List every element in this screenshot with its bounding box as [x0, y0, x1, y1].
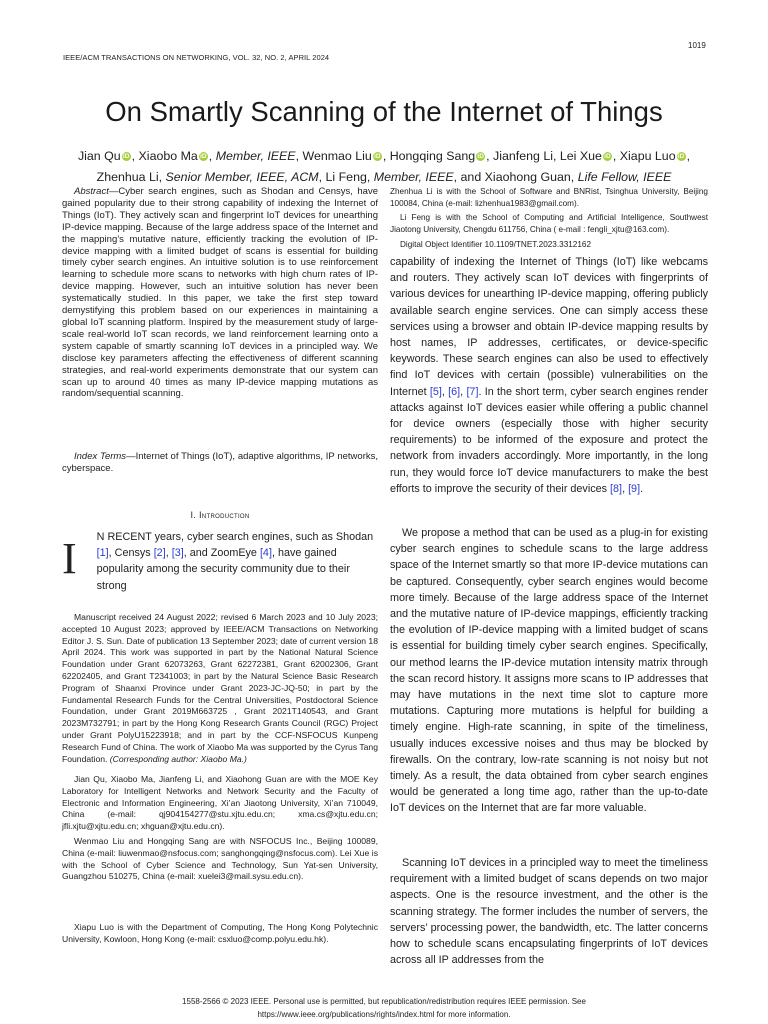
orcid-icon[interactable]: iD: [374, 153, 381, 160]
citation-link[interactable]: [8]: [610, 482, 623, 495]
author-role: Member, IEEE: [215, 149, 296, 163]
affiliation-note: Jian Qu, Xiaobo Ma, Jianfeng Li, and Xiaohong Guan are with the MOE Key Laboratory for Intelligent Networks and Network Security and the Faculty of Electronic and Information Engineering, Xi’an Jiaotong University, Xi’an 710049, China (e-mail: qj904154277@stu.xjtu.edu.cn; xma.cs@xjtu.edu.cn; jfli.xjtu@xjtu.edu.cn; xhguan@xjtu.edu.cn).: [62, 774, 378, 832]
author-role: Member, IEEE: [373, 170, 454, 184]
body-text: ,: [460, 385, 467, 398]
author-role: Life Fellow, IEEE: [577, 170, 672, 184]
footer-link[interactable]: https://www.ieee.org/publications/rights/index.html for more information.: [257, 1010, 511, 1019]
orcid-icon[interactable]: iD: [677, 153, 685, 160]
author-name: Jian Qu: [77, 149, 121, 163]
citation-link[interactable]: [4]: [259, 547, 272, 560]
author-role: Senior Member, IEEE, ACM: [165, 170, 319, 184]
orcid-icon[interactable]: iD: [604, 153, 611, 160]
footer-line: 1558-2566 © 2023 IEEE. Personal use is permitted, but republication/redistribution requires IEEE permission. See: [182, 997, 586, 1006]
affiliation-note: Li Feng is with the School of Computing and Artificial Intelligence, Southwest Jiaotong University, Chengdu 611756, China ( e-mail : fengli_xjtu@163.com).: [390, 213, 708, 234]
intro-text: N RECENT years, cyber search engines, such as Shodan: [96, 531, 374, 543]
body-paragraph: [390, 254, 708, 497]
paper-title: On Smartly Scanning of the Internet of Things: [105, 96, 663, 127]
section-number: I.: [190, 510, 197, 520]
abstract-label: Abstract: [74, 186, 109, 197]
affiliation-note: Wenmao Liu and Hongqing Sang are with NSFOCUS Inc., Beijing 100089, China (e-mail: liuwenmao@nsfocus.com; sanghongqing@nsfocus.com). Lei Xue is with the School of Cyber Science and Technology, Sun Yat-sen University, Guangzhou 510275, China (e-mail: xuelei3@mail.sysu.edu.cn).: [62, 836, 378, 882]
index-terms-label: Index Terms: [74, 451, 127, 462]
orcid-icon[interactable]: iD: [200, 153, 207, 160]
affiliation-note: Zhenhua Li is with the School of Software and BNRist, Tsinghua University, Beijing 100084, China (e-mail: lizhenhua1983@gmail.com).: [390, 187, 708, 208]
author-name: Li Feng: [325, 170, 367, 184]
dropcap: I: [62, 534, 77, 583]
author-name: Wenmao Liu: [302, 149, 372, 163]
section-title: Introduction: [199, 510, 250, 520]
citation-link[interactable]: [3]: [171, 547, 184, 560]
copyright-footer: [0, 995, 768, 1021]
citation-link[interactable]: [6]: [448, 385, 461, 398]
body-text: capability of indexing the Internet of Things (IoT) like webcams and routers. They actively scan IoT devices with fingerprints of various devices for unearthing IP-device mapping, offering publicly available search engine services. One can simply access these services using a browser and obtain IP-device mapping results by host names, IP addresses, certificates, or device-specific keywords. These search engines can also be used to effectively find IoT devices with certain (possible) vulnerabilities on the Internet: [390, 256, 708, 398]
author-name: Jianfeng Li: [493, 149, 553, 163]
body-text: ,: [441, 385, 449, 398]
author-name: Xiaohong Guan: [484, 170, 571, 184]
abstract: Abstract—Cyber search engines, such as Shodan and Censys, have gained popularity due to their strong capability of indexing the Internet of Things (IoT). They actively scan and fingerprint IoT devices for unearthing IP-device mapping. Because of the large address space of the Internet and the mapping’s mutative nature, efficiently tracking the evolution of IP-device mapping with a limited budget of scans is essential for building timely cyber search engines. An intuitive solution is to use reinforcement learning to schedule more scans to networks with high churn rates of IP-device mapping. However, such an intuitive solution has never been systematically studied. In this paper, we take the first step toward demystifying this problem based on our experiences in maintaining a global IoT scanning platform. Inspired by the measurement study of large-scale real-world IoT scan records, we land reinforcement learning onto a system capable of smartly scanning IoT devices in a principled way. We disclose key parameters affecting the effectiveness of different scanning strategies, and real-world experiments demonstrate that our system can scan up to around 40 times as many IP-device mapping mutations as random/sequential scanning.: [62, 186, 378, 400]
body-paragraph: Scanning IoT devices in a principled way to meet the timeliness requirement with a limited budget of scans depends on two major aspects. One is the resource investment, and the other is the scanning strategy. The former includes the number of servers, the servers’ processing power, the bandwidth, etc. The latter concerns how to schedule scans encapsulating fingerprints of IoT devices across all IP addresses from the: [390, 857, 708, 967]
orcid-icon[interactable]: iD: [122, 153, 130, 160]
body-text: ,: [622, 482, 629, 495]
body-text: . In the short term, cyber search engines render attacks against IoT devices easier while offering a public channel for device owners (especially those with higher security requirements) to be informed of the exposure and protect the network from invaders accordingly. More importantly, in the long run, they would force IoT device manufacturers to make the best efforts to improve the security of their devices: [390, 385, 708, 495]
orcid-icon[interactable]: iD: [477, 153, 484, 160]
author-name: Xiaobo Ma: [138, 149, 198, 163]
manuscript-note-text: Manuscript received 24 August 2022; revised 6 March 2023 and 10 July 2023; accepted 10 August 2023; approved by IEEE/ACM Transactions on Networking Editor J. S. Sun. Date of publication 13 September 2023; date of current version 18 April 2024. This work was supported in part by the National Natural Science Foundation under Grant 62073263, Grant 62272381, Grant 62002306, Grant 62202405, and Grant T2341003; in part by the Natural Science Basic Research Program of Shaanxi Province under Grant 2023-JC-JQ-50; in part by the Fundamental Research Funds for the Central Universities, Postdoctoral Science Foundation, under Grant 2019M663725 , Grant 2021T140543, and Grant 2023M732791; in part by the Hong Kong Research Grants Council (RGC) Project under Grant PolyU15223918; and in part by the CCF-NSFOCUS Kunpeng Research Fund of China. The work of Xiaobo Ma was supported by the Cyrus Tang Foundation.: [62, 612, 378, 764]
body-paragraph: We propose a method that can be used as a plug-in for existing cyber search engines to schedule scans to the large address space of the Internet smartly so that more IP-device mutations can be captured. Consequently, cyber search engines would become more timely. Because of the large address space of the Internet and the mutative nature of IP-device mappings, efficiently tracking the evolution of IP-device mapping with a limited budget of scans is essential for building timely cyber search engines. Specifically, our method learns the IP-device mutation intensity matrix through the scan record history. It assigns more scans to IP addresses that may have mutations in the next time slot to capture more mutations. Capturing more mutations is helpful for building a timely engine. High-rate scanning, in spite of the timeliness, usually induces excessive noises and thus may be blocked by firewalls. On the contrary, low-rate scanning is not noisy but not timely. As a result, the data obtained from cyber search engines would be generated a long time ago, rather than the up-to-date IoT devices on the Internet that are far more valuable.: [390, 527, 708, 815]
author-name: Lei Xue: [559, 149, 602, 163]
authors-line-2: Zhenhua Li, Senior Member, IEEE, ACM, Li Feng, Member, IEEE, and Xiaohong Guan, Life Fellow, IEEE: [96, 170, 672, 184]
author-name: Hongqing Sang: [389, 149, 476, 163]
citation-link[interactable]: [9]: [628, 482, 641, 495]
citation-link[interactable]: [7]: [466, 385, 479, 398]
index-terms: Index Terms—Internet of Things (IoT), adaptive algorithms, IP networks, cyberspace.: [62, 451, 378, 474]
intro-text: , and ZoomEye: [183, 547, 260, 560]
intro-text: ,: [165, 547, 172, 560]
body-text: .: [640, 482, 644, 495]
doi: Digital Object Identifier 10.1109/TNET.2023.3312162: [400, 240, 592, 249]
page-number: 1019: [688, 41, 706, 50]
corresponding-author: (Corresponding author: Xiaobo Ma.): [109, 753, 247, 764]
journal-header: IEEE/ACM TRANSACTIONS ON NETWORKING, VOL. 32, NO. 2, APRIL 2024: [63, 53, 330, 62]
citation-link[interactable]: [1]: [96, 547, 109, 560]
section-heading: [62, 510, 378, 520]
manuscript-note: [62, 612, 378, 765]
author-name: Xiapu Luo: [619, 149, 676, 163]
intro-text: , Censys: [108, 547, 154, 560]
citation-link[interactable]: [2]: [153, 547, 166, 560]
citation-link[interactable]: [5]: [429, 385, 442, 398]
affiliation-note: Xiapu Luo is with the Department of Computing, The Hong Kong Polytechnic University, Kowloon, Hong Kong (e-mail: csxluo@comp.polyu.edu.hk).: [62, 922, 378, 944]
author-name: Zhenhua Li: [96, 170, 159, 184]
authors-line-1: Jian Qu iD , Xiaobo Ma iD , Member, IEEE, Wenmao Liu iD , Hongqing Sang iD , Jianfeng Li, Lei Xue iD , Xiapu Luo iD ,: [77, 149, 691, 163]
index-terms-text: Internet of Things (IoT), adaptive algorithms, IP networks, cyberspace.: [62, 451, 378, 474]
intro-paragraph: [62, 529, 378, 594]
intro-text: , have gained popularity among the security community due to their strong: [96, 547, 350, 592]
abstract-text: Cyber search engines, such as Shodan and Censys, have gained popularity due to their strong capability of indexing the Internet of Things (IoT). They actively scan and fingerprint IoT devices for unearthing IP-device mapping. Because of the large address space of the Internet and the mapping’s mutative nature, efficiently tracking the evolution of IP-device mapping with a limited budget of scans is essential for building timely cyber search engines. An intuitive solution is to use reinforcement learning to schedule more scans to networks with high churn rates of IP-device mapping. However, such an intuitive solution has never been systematically studied. In this paper, we take the first step toward demystifying this problem based on our experiences in maintaining a global IoT scanning platform. Inspired by the measurement study of large-scale real-world IoT scan records, we land reinforcement learning onto a system capable of smartly scanning IoT devices in a principled way. We disclose key parameters affecting the effectiveness of different scanning strategies, and real-world experiments demonstrate that our system can scan up to around 40 times as many IP-device mapping mutations as random/sequential scanning.: [62, 186, 378, 400]
